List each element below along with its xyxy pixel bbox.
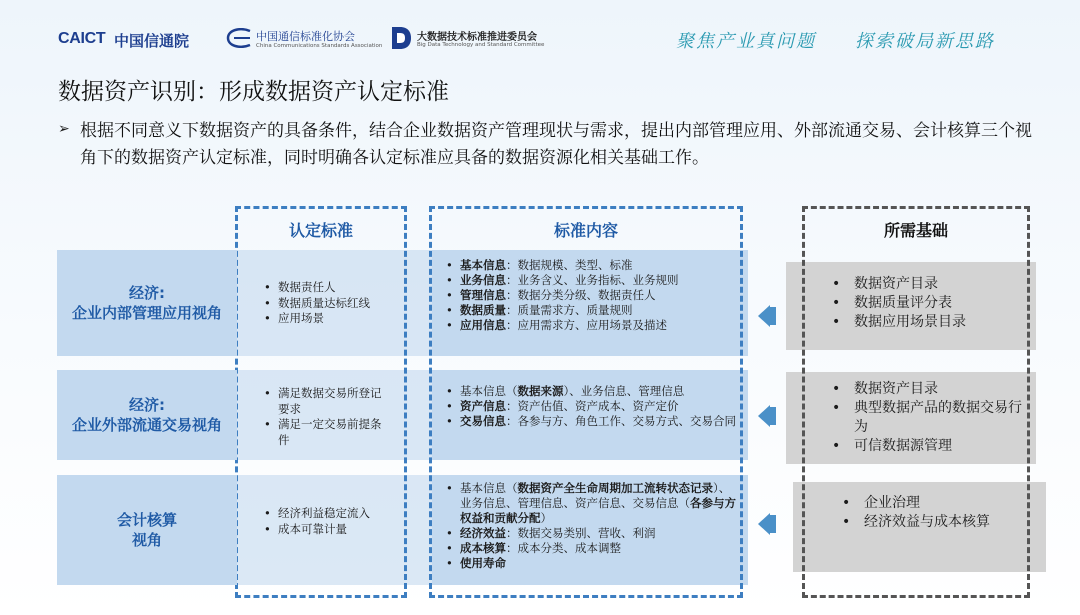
- column-header-content: 标准内容: [553, 221, 618, 240]
- row2-contents: [446, 384, 738, 429]
- list-item: • 管理信息：数据分类分级、数据责任人: [446, 288, 738, 303]
- row3-basis: [842, 494, 1012, 532]
- row2-label-line1: 经济:: [129, 396, 165, 414]
- list-item: • 企业治理: [842, 494, 1012, 513]
- slogan-right: 探索破局新思路: [855, 31, 995, 52]
- row1-label-line2: 企业内部管理应用视角: [71, 304, 222, 322]
- bdc-name: 大数据技术标准推进委员会: [417, 32, 537, 43]
- list-item: • 数据资产目录: [832, 380, 1022, 399]
- row2-basis: [832, 380, 1022, 456]
- list-item: • 满足一定交易前提条件: [264, 417, 389, 448]
- row2-label: [57, 370, 237, 460]
- row2-arrow-icon: [758, 405, 776, 427]
- row3-label: [57, 475, 237, 585]
- list-item: • 应用信息：应用需求方、应用场景及描述: [446, 318, 738, 333]
- list-item: • 经济效益：数据交易类别、营收、利润: [446, 526, 738, 541]
- row3-label-line1: 会计核算: [116, 511, 177, 529]
- column-header-basis: 所需基础: [883, 221, 948, 240]
- list-item: • 数据责任人: [264, 280, 399, 296]
- intro-text: 根据不同意义下数据资产的具备条件，结合企业数据资产管理现状与需求，提出内部管理应用、外部流通交易、会计核算三个视角下的数据资产认定标准，同时明确各认定标准应具备的数据资源化相关基础工作。: [80, 121, 1032, 168]
- row1-basis: [832, 275, 1022, 332]
- row3-standards: [264, 506, 399, 537]
- list-item: • 数据质量评分表: [832, 294, 1022, 313]
- row1-arrow-icon: [758, 305, 776, 327]
- list-item: • 典型数据产品的数据交易行为: [832, 399, 1022, 437]
- list-item: • 基本信息（数据资产全生命周期加工流转状态记录）、业务信息、管理信息、资产信息、交易信息（各参与方权益和贡献分配）: [446, 481, 738, 526]
- list-item: • 资产信息：资产估值、资产成本、资产定价: [446, 399, 738, 414]
- list-item: • 基本信息：数据规模、类型、标准: [446, 258, 738, 273]
- row1-label-line1: 经济:: [129, 284, 165, 302]
- column-header-standard: 认定标准: [288, 221, 353, 240]
- caict-name: 中国信通院: [114, 32, 190, 50]
- list-item: • 经济利益稳定流入: [264, 506, 399, 522]
- list-item: • 基本信息（数据来源）、业务信息、管理信息: [446, 384, 738, 399]
- ccsa-logo-icon: [226, 28, 252, 48]
- row3-contents: [446, 481, 738, 571]
- caict-logo: CAICT: [58, 30, 106, 47]
- row1-label: [57, 250, 237, 356]
- row3-label-line2: 视角: [131, 531, 162, 549]
- row2-standards: [264, 386, 389, 448]
- bdc-en-name: Big Data Technology and Standard Committee: [417, 42, 545, 48]
- ccsa-name: 中国通信标准化协会: [256, 30, 355, 43]
- row1-standards: [264, 280, 399, 327]
- list-item: • 数据应用场景目录: [832, 313, 1022, 332]
- list-item: • 使用寿命: [446, 556, 738, 571]
- list-item: • 可信数据源管理: [832, 437, 1022, 456]
- list-item: • 成本核算：成本分类、成本调整: [446, 541, 738, 556]
- list-item: • 交易信息：各参与方、角色工作、交易方式、交易合同: [446, 414, 738, 429]
- list-item: • 经济效益与成本核算: [842, 513, 1012, 532]
- list-item: • 数据质量达标红线: [264, 296, 399, 312]
- bullet-arrow-icon: ➢: [58, 121, 70, 137]
- row2-label-line2: 企业外部流通交易视角: [71, 416, 222, 434]
- list-item: • 数据质量：质量需求方、质量规则: [446, 303, 738, 318]
- list-item: • 数据资产目录: [832, 275, 1022, 294]
- row1-contents: [446, 258, 738, 333]
- list-item: • 业务信息：业务含义、业务指标、业务规则: [446, 273, 738, 288]
- list-item: • 满足数据交易所登记要求: [264, 386, 389, 417]
- row3-arrow-icon: [758, 513, 776, 535]
- bdc-logo-icon: [390, 25, 412, 51]
- slogan-left: 聚焦产业真问题: [676, 31, 816, 52]
- list-item: • 成本可靠计量: [264, 522, 399, 538]
- page-title: 数据资产识别：形成数据资产认定标准: [58, 79, 449, 105]
- ccsa-en-name: China Communications Standards Association: [256, 43, 383, 49]
- list-item: • 应用场景: [264, 311, 399, 327]
